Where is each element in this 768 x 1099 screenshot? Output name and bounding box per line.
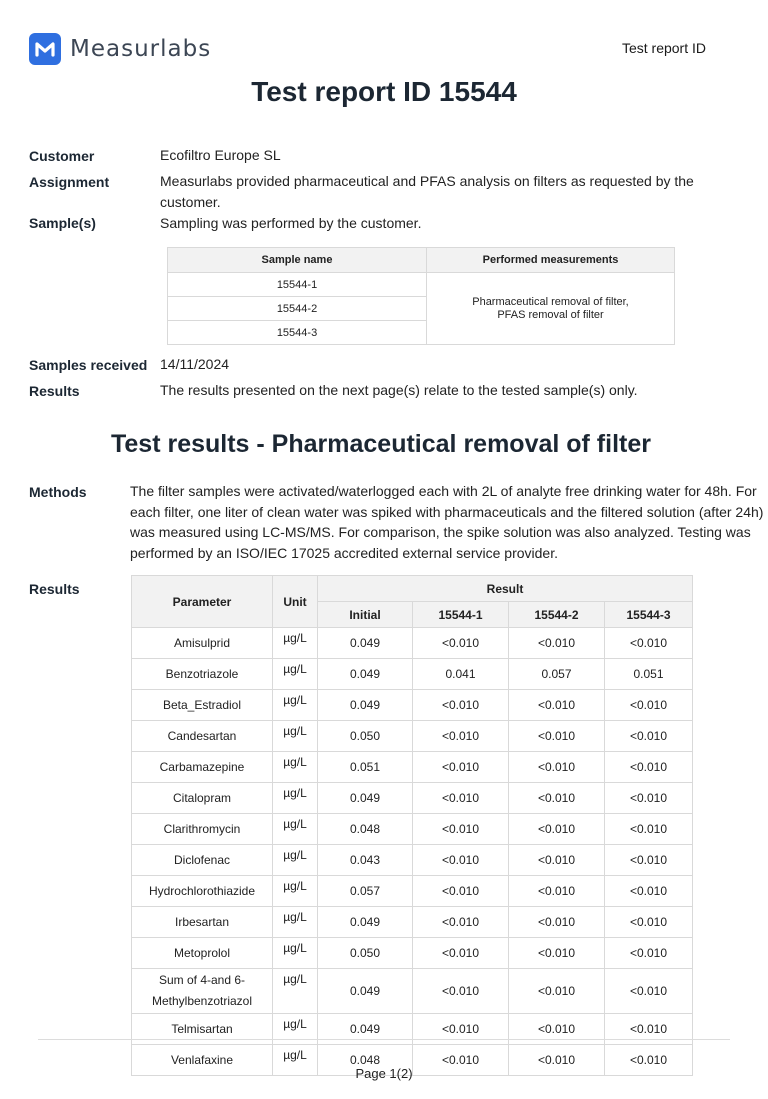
logo-mark-icon xyxy=(29,33,61,65)
sample-1-value-cell: <0.010 xyxy=(413,783,509,814)
sample-3-value-cell: <0.010 xyxy=(605,876,693,907)
table-row xyxy=(132,783,693,814)
sample-1-value-cell: <0.010 xyxy=(413,845,509,876)
results-label: Results xyxy=(29,581,80,597)
sample-2-value-cell: <0.010 xyxy=(509,1045,605,1076)
table-row xyxy=(132,938,693,969)
samples-value: Sampling was performed by the customer. xyxy=(160,215,422,231)
sample-3-value-cell: <0.010 xyxy=(605,628,693,659)
sample-2-value-cell: <0.010 xyxy=(509,814,605,845)
unit-cell: µg/L xyxy=(273,721,318,752)
sample-name-header: Sample name xyxy=(168,248,427,273)
performed-measurements-header: Performed measurements xyxy=(427,248,675,273)
header-report-id-label: Test report ID xyxy=(621,40,706,56)
initial-value-cell: 0.057 xyxy=(318,876,413,907)
sample-3-value-cell: <0.010 xyxy=(605,907,693,938)
unit-cell: µg/L xyxy=(273,814,318,845)
unit-cell: µg/L xyxy=(273,783,318,814)
initial-value-cell: 0.049 xyxy=(318,969,413,1014)
page-title: Test report ID 15544 xyxy=(251,76,517,107)
sample-3-value-cell: <0.010 xyxy=(605,814,693,845)
sample-2-value-cell: <0.010 xyxy=(509,1014,605,1045)
sample-3-value-cell: <0.010 xyxy=(605,969,693,1014)
sample-2-value-cell: <0.010 xyxy=(509,907,605,938)
sample-2-value-cell: 0.057 xyxy=(509,659,605,690)
unit-cell: µg/L xyxy=(273,969,318,1014)
sample-3-value-cell: <0.010 xyxy=(605,938,693,969)
sample-2-header: 15544-2 xyxy=(509,602,605,628)
logo-text: Measurlabs xyxy=(70,36,212,62)
samples-received-value: 14/11/2024 xyxy=(160,356,230,372)
sample-1-value-cell: <0.010 xyxy=(413,969,509,1014)
section-title: Test results - Pharmaceutical removal of filter xyxy=(110,430,651,458)
sample-1-value-cell: <0.010 xyxy=(413,938,509,969)
sample-3-value-cell: <0.010 xyxy=(605,1014,693,1045)
parameter-cell: Hydrochlorothiazide xyxy=(132,876,273,907)
sample-2-value-cell: <0.010 xyxy=(509,969,605,1014)
methods-label: Methods xyxy=(29,484,87,500)
sample-2-value-cell: <0.010 xyxy=(509,721,605,752)
customer-label: Customer xyxy=(29,148,95,164)
table-row xyxy=(132,659,693,690)
unit-cell: µg/L xyxy=(273,845,318,876)
sample-name-cell: 15544-3 xyxy=(168,321,427,345)
unit-cell: µg/L xyxy=(273,1014,318,1045)
sample-name-cell: 15544-1 xyxy=(168,273,427,297)
sample-1-value-cell: <0.010 xyxy=(413,752,509,783)
parameter-header: Parameter xyxy=(132,576,273,628)
parameter-cell: Venlafaxine xyxy=(132,1045,273,1076)
sample-table xyxy=(167,247,675,345)
unit-cell: µg/L xyxy=(273,938,318,969)
initial-value-cell: 0.049 xyxy=(318,690,413,721)
sample-1-value-cell: <0.010 xyxy=(413,690,509,721)
sample-1-value-cell: <0.010 xyxy=(413,814,509,845)
footer-divider xyxy=(38,1039,730,1040)
sample-1-value-cell: <0.010 xyxy=(413,1045,509,1076)
sample-1-value-cell: <0.010 xyxy=(413,628,509,659)
sample-2-value-cell: <0.010 xyxy=(509,752,605,783)
sample-name-cell: 15544-2 xyxy=(168,297,427,321)
sample-1-value-cell: <0.010 xyxy=(413,721,509,752)
parameter-cell: Clarithromycin xyxy=(132,814,273,845)
results-table-body xyxy=(132,628,693,1076)
initial-value-cell: 0.049 xyxy=(318,783,413,814)
initial-value-cell: 0.049 xyxy=(318,907,413,938)
parameter-cell: Citalopram xyxy=(132,783,273,814)
sample-3-value-cell: <0.010 xyxy=(605,783,693,814)
table-row xyxy=(132,845,693,876)
sample-2-value-cell: <0.010 xyxy=(509,783,605,814)
sample-3-value-cell: 0.051 xyxy=(605,659,693,690)
results-info-label: Results xyxy=(29,383,80,399)
unit-cell: µg/L xyxy=(273,752,318,783)
parameter-cell: Carbamazepine xyxy=(132,752,273,783)
assignment-label: Assignment xyxy=(29,174,110,190)
sample-1-value-cell: 0.041 xyxy=(413,659,509,690)
performed-measurements-cell xyxy=(427,273,675,345)
customer-value: Ecofiltro Europe SL xyxy=(160,147,281,163)
unit-cell: µg/L xyxy=(273,659,318,690)
parameter-cell: Diclofenac xyxy=(132,845,273,876)
initial-value-cell: 0.050 xyxy=(318,721,413,752)
results-table xyxy=(131,575,693,1076)
parameter-cell: Amisulprid xyxy=(132,628,273,659)
sample-2-value-cell: <0.010 xyxy=(509,938,605,969)
samples-label: Sample(s) xyxy=(29,215,96,231)
sample-3-value-cell: <0.010 xyxy=(605,845,693,876)
unit-cell: µg/L xyxy=(273,876,318,907)
sample-2-value-cell: <0.010 xyxy=(509,876,605,907)
table-row xyxy=(132,721,693,752)
unit-cell: µg/L xyxy=(273,1045,318,1076)
initial-header: Initial xyxy=(318,602,413,628)
sample-3-value-cell: <0.010 xyxy=(605,752,693,783)
initial-value-cell: 0.051 xyxy=(318,752,413,783)
assignment-value: Measurlabs provided pharmaceutical and PFAS analysis on filters as requested by the customer. xyxy=(160,173,694,210)
parameter-cell: Telmisartan xyxy=(132,1014,273,1045)
result-header: Result xyxy=(318,576,693,602)
parameter-cell: Benzotriazole xyxy=(132,659,273,690)
sample-3-value-cell: <0.010 xyxy=(605,1045,693,1076)
sample-2-value-cell: <0.010 xyxy=(509,690,605,721)
parameter-cell: Irbesartan xyxy=(132,907,273,938)
initial-value-cell: 0.050 xyxy=(318,938,413,969)
sample-3-value-cell: <0.010 xyxy=(605,690,693,721)
table-row xyxy=(132,907,693,938)
sample-1-value-cell: <0.010 xyxy=(413,1014,509,1045)
parameter-cell: Metoprolol xyxy=(132,938,273,969)
initial-value-cell: 0.043 xyxy=(318,845,413,876)
methods-text: The filter samples were activated/waterlogged each with 2L of analyte free drinking water for 48h. For each filter, one liter of clean water was spiked with pharmaceuticals and the filtered solution (after 24h) was measured using LC-MS/MS. For comparison, the spike solution was also analyzed. Testing was performed by an ISO/IEC 17025 accredited external service provider. xyxy=(130,483,764,561)
table-row xyxy=(132,752,693,783)
table-row xyxy=(132,814,693,845)
unit-cell: µg/L xyxy=(273,907,318,938)
unit-cell: µg/L xyxy=(273,690,318,721)
parameter-cell: Candesartan xyxy=(132,721,273,752)
sample-2-value-cell: <0.010 xyxy=(509,845,605,876)
unit-header: Unit xyxy=(273,576,318,628)
initial-value-cell: 0.049 xyxy=(318,1014,413,1045)
sample-1-value-cell: <0.010 xyxy=(413,876,509,907)
parameter-cell: Beta_Estradiol xyxy=(132,690,273,721)
sample-1-value-cell: <0.010 xyxy=(413,907,509,938)
table-row xyxy=(132,628,693,659)
measurements-line-2: PFAS removal of filter xyxy=(497,308,604,321)
sample-3-header: 15544-3 xyxy=(605,602,693,628)
initial-value-cell: 0.048 xyxy=(318,814,413,845)
sample-1-header: 15544-1 xyxy=(413,602,509,628)
sample-3-value-cell: <0.010 xyxy=(605,721,693,752)
initial-value-cell: 0.049 xyxy=(318,659,413,690)
parameter-cell: Sum of 4-and 6-Methylbenzotriazol xyxy=(132,969,273,1014)
table-row xyxy=(132,969,693,1014)
table-row xyxy=(132,876,693,907)
unit-cell: µg/L xyxy=(273,628,318,659)
initial-value-cell: 0.048 xyxy=(318,1045,413,1076)
initial-value-cell: 0.049 xyxy=(318,628,413,659)
samples-received-label: Samples received xyxy=(29,357,148,373)
sample-2-value-cell: <0.010 xyxy=(509,628,605,659)
table-row xyxy=(132,690,693,721)
page-number: Page 1(2) xyxy=(355,1066,413,1081)
logo xyxy=(29,33,211,65)
measurements-line-1: Pharmaceutical removal of filter, xyxy=(472,295,629,308)
results-info-value: The results presented on the next page(s) relate to the tested sample(s) only. xyxy=(160,382,638,398)
